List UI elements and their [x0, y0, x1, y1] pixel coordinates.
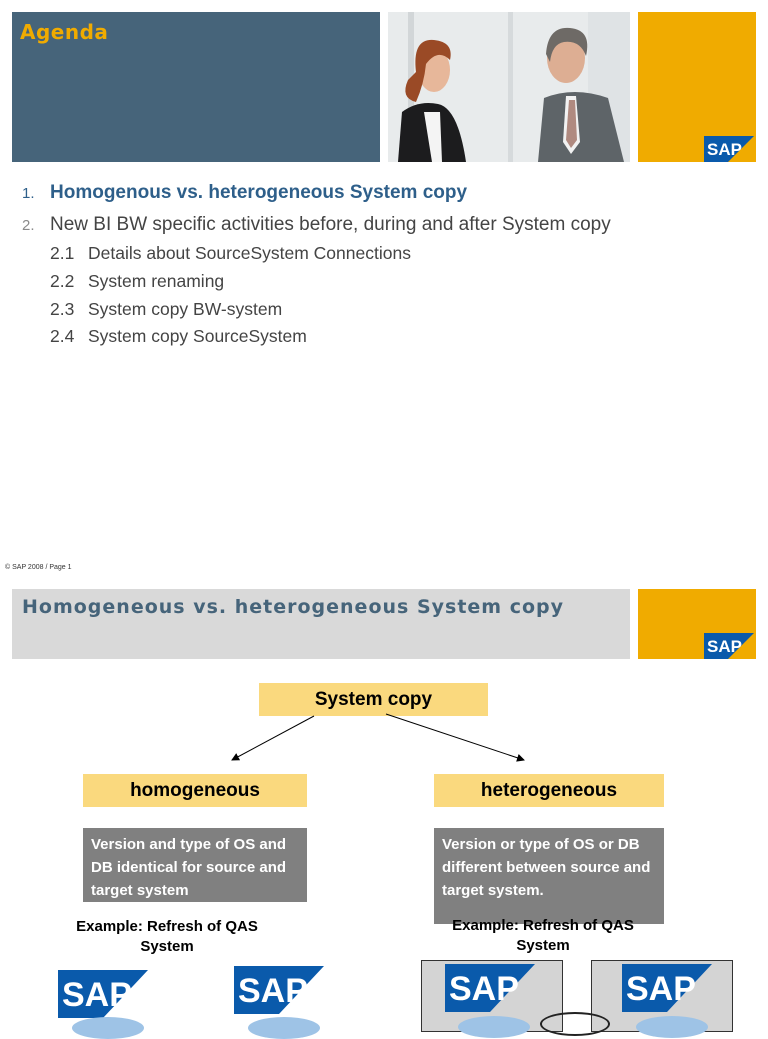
- database-icon: [458, 1016, 530, 1038]
- sap-logo-icon: [445, 964, 535, 1012]
- slide-title: Homogeneous vs. heterogeneous System copy: [22, 596, 565, 618]
- homogeneous-box: homogeneous: [83, 774, 307, 807]
- homogeneous-example: Example: Refresh of QAS System: [76, 918, 258, 955]
- database-icon: [72, 1017, 144, 1039]
- svg-text:SAP: SAP: [449, 970, 519, 1008]
- copyright-footer: © SAP 2008 / Page 1: [5, 564, 72, 571]
- sap-logo-icon: [234, 966, 324, 1014]
- copy-connector-icon: [540, 1012, 610, 1036]
- svg-text:SAP: SAP: [238, 972, 308, 1010]
- agenda-item-label: Homogenous vs. heterogeneous System copy: [50, 182, 468, 203]
- svg-text:SAP: SAP: [626, 970, 696, 1008]
- svg-text:SAP: SAP: [62, 976, 132, 1014]
- homogeneous-description: Version and type of OS and DB identical for source and target system: [83, 828, 307, 902]
- sap-logo-icon: [58, 970, 148, 1018]
- arrow-to-heterogeneous: [386, 714, 524, 760]
- heterogeneous-description: Version or type of OS or DB different between source and target system.: [434, 828, 664, 924]
- system-copy-root-box: System copy: [259, 683, 488, 716]
- agenda-subitem[interactable]: 2.1 Details about SourceSystem Connections: [50, 243, 411, 263]
- heterogeneous-example: Example: Refresh of QAS System: [452, 917, 634, 954]
- heterogeneous-box: heterogeneous: [434, 774, 664, 807]
- database-icon: [636, 1016, 708, 1038]
- svg-text:SAP: SAP: [707, 140, 742, 159]
- database-icon: [248, 1017, 320, 1039]
- agenda-item-number: 1.: [22, 185, 35, 202]
- svg-text:SAP: SAP: [707, 637, 742, 656]
- agenda-subitem[interactable]: 2.3 System copy BW-system: [50, 299, 283, 319]
- arrow-to-homogeneous: [232, 716, 314, 760]
- agenda-subitem[interactable]: 2.2 System renaming: [50, 271, 225, 291]
- sap-logo-icon: [622, 964, 712, 1012]
- agenda-title: Agenda: [20, 20, 109, 44]
- agenda-subitem[interactable]: 2.4 System copy SourceSystem: [50, 326, 307, 346]
- agenda-item-number: 2.: [22, 217, 35, 234]
- agenda-item-label: New BI BW specific activities before, during and after System copy: [50, 214, 611, 235]
